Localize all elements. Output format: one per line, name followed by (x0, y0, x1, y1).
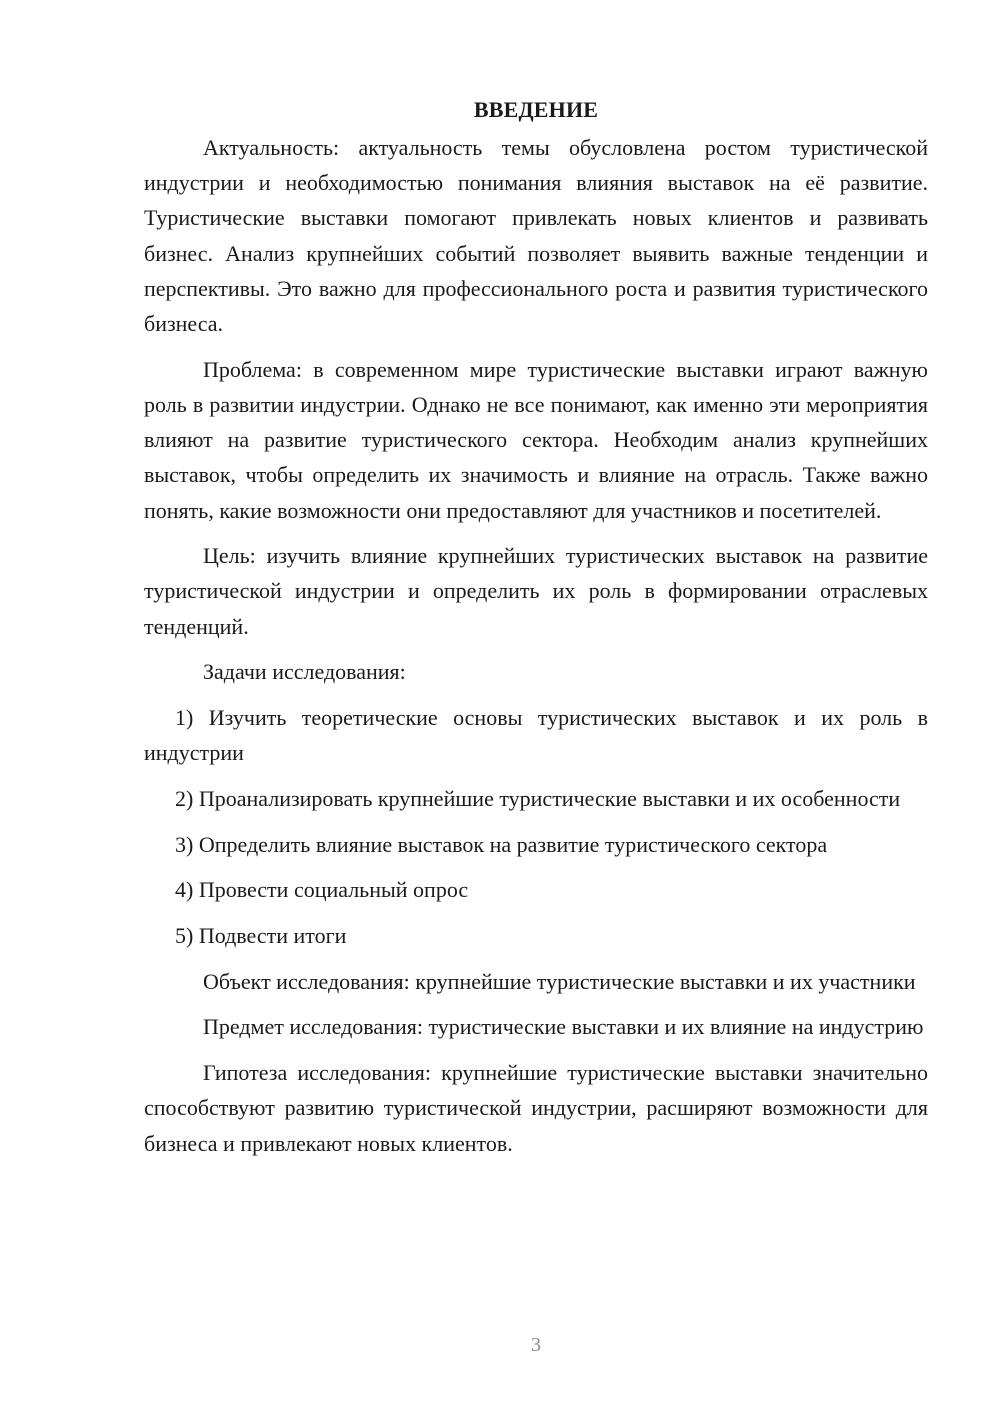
paragraph-hypothesis: Гипотеза исследования: крупнейшие туристические выставки значительно способствуют развитию туристической индустрии, расширяют возможности для бизнеса и привлекают новых клиентов. (144, 1060, 928, 1156)
task-item-5: 5) Подвести итоги (175, 923, 347, 949)
task-item-2: 2) Проанализировать крупнейшие туристические выставки и их особенности (175, 785, 901, 811)
page-title: ВВЕДЕНИЕ (473, 97, 599, 122)
task-item-3: 3) Определить влияние выставок на развитие туристического сектора (175, 831, 828, 857)
paragraph-relevance: Актуальность: актуальность темы обусловлена ростом туристической индустрии и необходимостью понимания влияния выставок на её развитие. Туристические выставки помогают привлекать новых клиентов и развивать бизнес. Анализ крупнейших событий позволяет выявить важные тенденции и перспективы. Это важно для профессионального роста и развития туристического бизнеса. (144, 135, 928, 337)
page-content (144, 92, 928, 1171)
paragraph-problem: Проблема: в современном мире туристические выставки играют важную роль в развитии индустрии. Однако не все понимают, как именно эти мероприятия влияют на развитие туристического сектора. Необходим анализ крупнейших выставок, чтобы определить их значимость и влияние на отрасль. Также важно понять, какие возможности они предоставляют для участников и посетителей. (144, 356, 928, 523)
paragraph-subject: Предмет исследования: туристические выставки и их влияние на индустрию (203, 1014, 924, 1040)
task-item-1: 1) Изучить теоретические основы туристических выставок и их роль в индустрии (144, 705, 928, 766)
paragraph-object: Объект исследования: крупнейшие туристические выставки и их участники (203, 968, 916, 994)
tasks-heading: Задачи исследования: (203, 659, 406, 685)
page-number: 3 (531, 1334, 541, 1356)
paragraph-goal: Цель: изучить влияние крупнейших туристических выставок на развитие туристической индустрии и определить их роль в формировании отраслевых тенденций. (144, 543, 928, 639)
tasks-list (144, 700, 928, 953)
task-item-4: 4) Провести социальный опрос (175, 877, 469, 903)
